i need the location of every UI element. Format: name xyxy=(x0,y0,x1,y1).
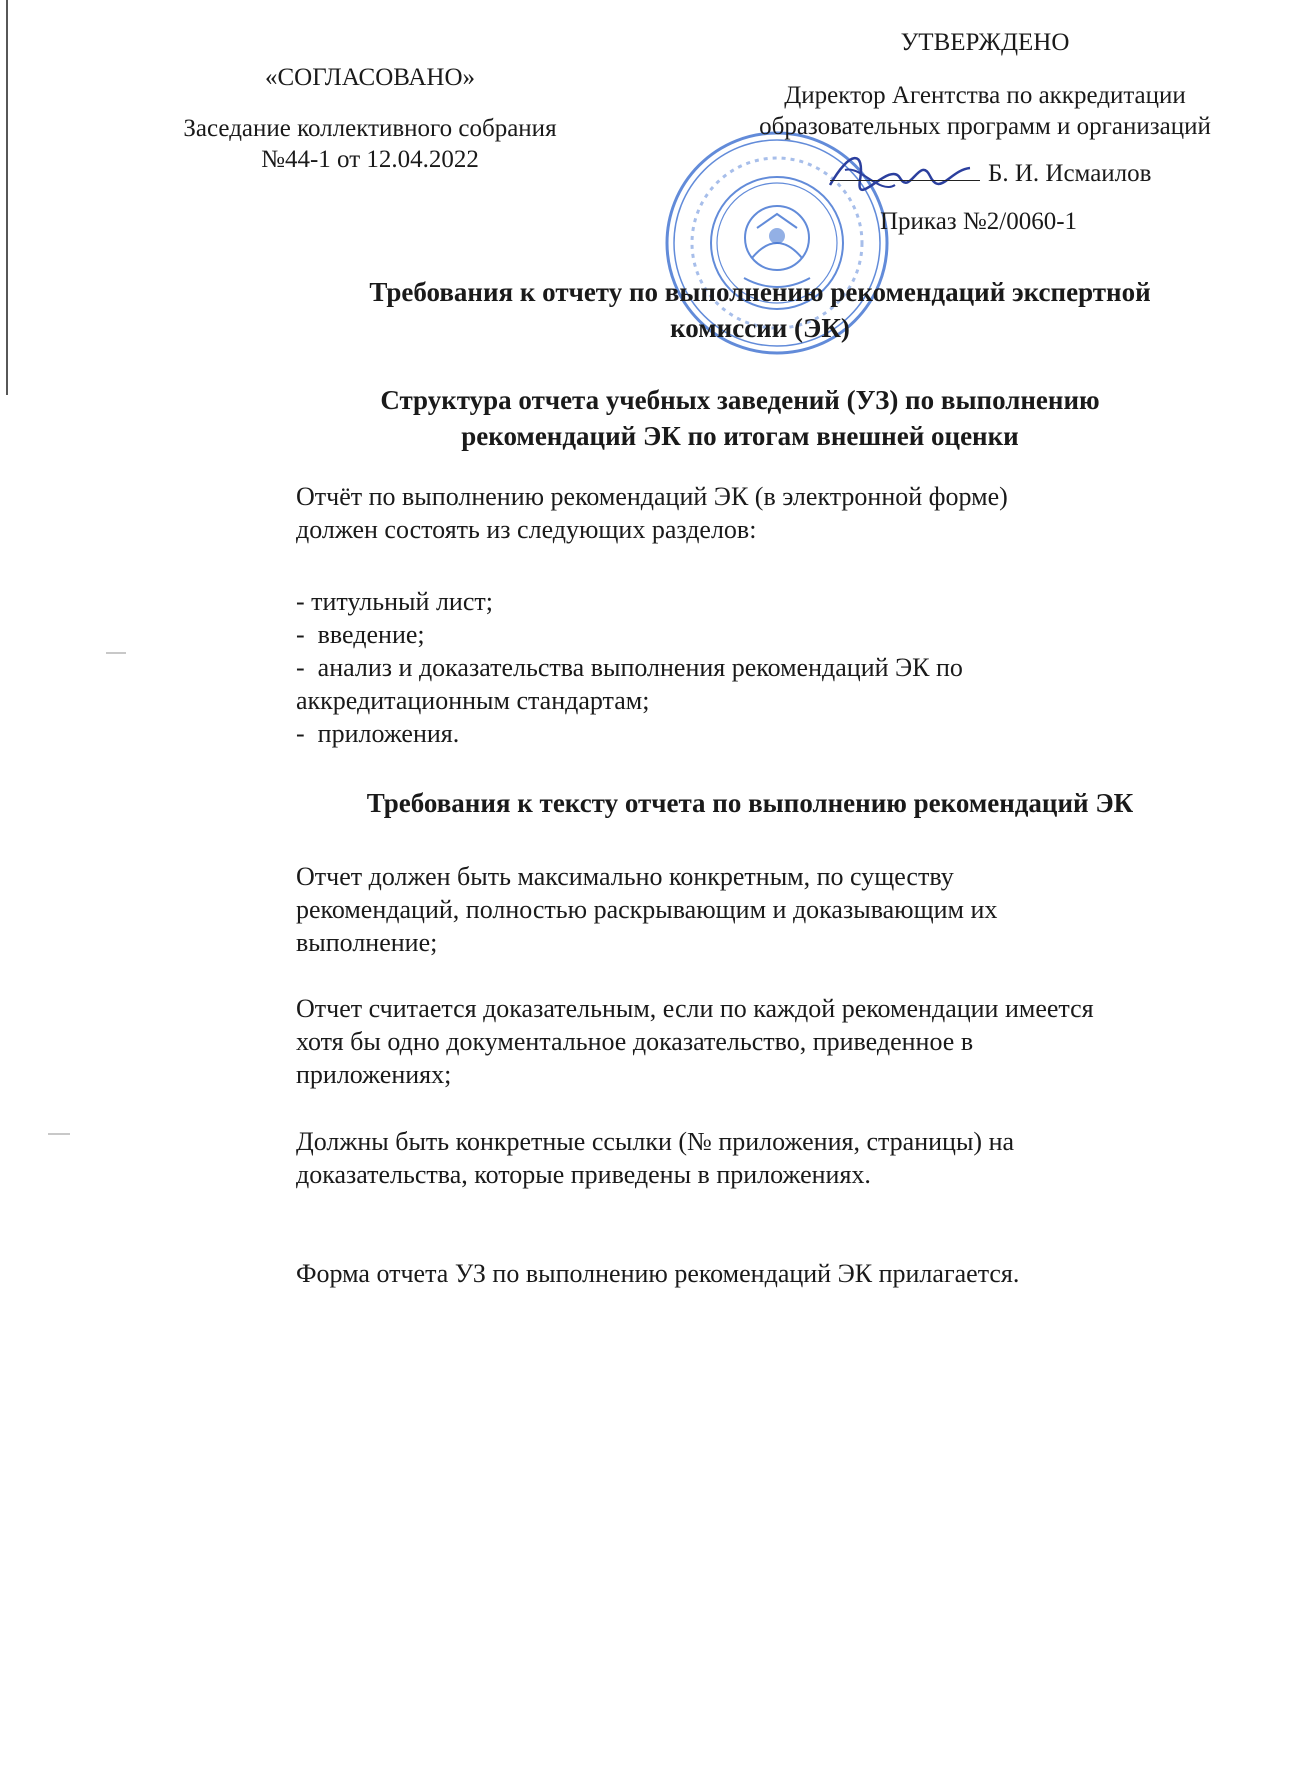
sections-list xyxy=(296,585,1236,750)
list-item: - титульный лист; xyxy=(296,587,493,616)
requirement-paragraph-1 xyxy=(296,860,1236,959)
structure-title-line2: рекомендаций ЭК по итогам внешней оценки xyxy=(461,421,1019,451)
approval-right-line1: Директор Агентства по аккредитации xyxy=(784,82,1186,109)
approval-right-line2: образовательных программ и организаций xyxy=(759,113,1211,140)
approval-right-block xyxy=(720,27,1250,142)
list-item: - приложения. xyxy=(296,719,460,748)
main-title xyxy=(300,274,1220,346)
list-item: аккредитационным стандартам; xyxy=(296,686,650,715)
req2-line2: хотя бы одно документальное доказательство, приведенное в xyxy=(296,1027,974,1056)
scan-edge xyxy=(6,0,8,395)
approval-right-heading: УТВЕРЖДЕНО xyxy=(900,29,1070,56)
approval-left-line2: №44-1 от 12.04.2022 xyxy=(261,146,479,173)
req3-line1: Должны быть конкретные ссылки (№ приложения, страницы) на xyxy=(296,1127,1015,1156)
signature-line xyxy=(830,180,980,181)
closing-paragraph: Форма отчета УЗ по выполнению рекомендаций ЭК прилагается. xyxy=(296,1259,1020,1288)
scan-speck xyxy=(106,652,126,654)
req1-line3: выполнение; xyxy=(296,928,438,957)
approval-left-block xyxy=(150,62,590,175)
intro-line2: должен состоять из следующих разделов: xyxy=(296,515,757,544)
intro-line1: Отчёт по выполнению рекомендаций ЭК (в электронной форме) xyxy=(296,482,1008,511)
requirement-paragraph-2 xyxy=(296,992,1236,1091)
main-title-line2: комиссии (ЭК) xyxy=(670,313,850,343)
intro-paragraph xyxy=(296,480,1236,546)
req2-line3: приложениях; xyxy=(296,1060,452,1089)
list-item: - введение; xyxy=(296,620,425,649)
requirement-paragraph-3 xyxy=(296,1125,1236,1191)
req1-line1: Отчет должен быть максимально конкретным, по существу xyxy=(296,862,954,891)
req2-line1: Отчет считается доказательным, если по каждой рекомендации имеется xyxy=(296,994,1094,1023)
main-title-line1: Требования к отчету по выполнению рекомендаций экспертной xyxy=(369,277,1151,307)
approval-left-heading: «СОГЛАСОВАНО» xyxy=(264,64,476,91)
list-item: - анализ и доказательства выполнения рекомендаций ЭК по xyxy=(296,653,963,682)
req1-line2: рекомендаций, полностью раскрывающим и доказывающим их xyxy=(296,895,998,924)
scan-speck xyxy=(48,1133,70,1135)
text-requirements-title: Требования к тексту отчета по выполнению рекомендаций ЭК xyxy=(366,788,1134,818)
order-number: Приказ №2/0060-1 xyxy=(880,208,1078,235)
signatory-name: Б. И. Исмаилов xyxy=(988,160,1152,187)
approval-left-line1: Заседание коллективного собрания xyxy=(183,115,557,142)
structure-title xyxy=(300,382,1180,454)
req3-line2: доказательства, которые приведены в приложениях. xyxy=(296,1160,871,1189)
signature-row xyxy=(830,160,1151,188)
structure-title-line1: Структура отчета учебных заведений (УЗ) по выполнению xyxy=(380,385,1100,415)
